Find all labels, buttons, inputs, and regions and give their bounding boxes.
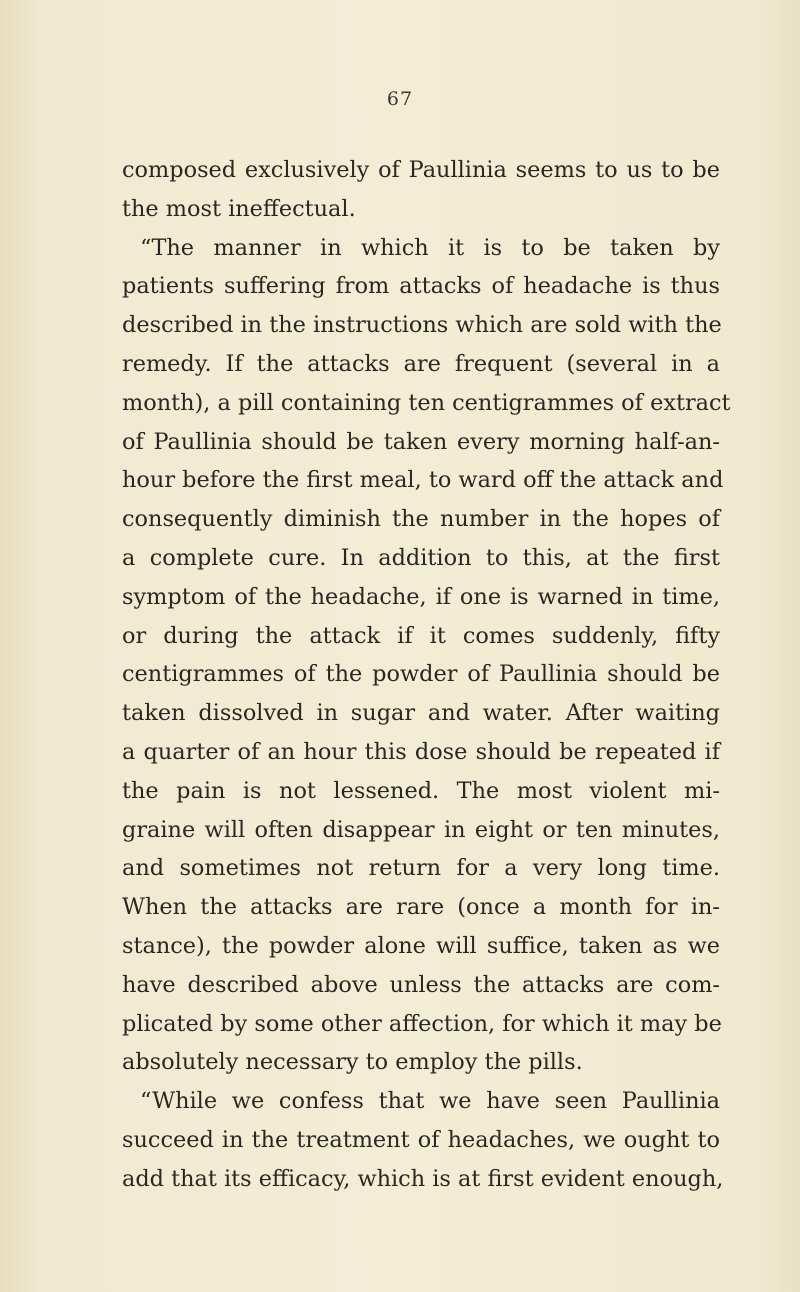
text-line: stance), the powder alone will suffice, taken as we [122, 932, 720, 959]
text-line: a quarter of an hour this dose should be repeated if [122, 738, 720, 765]
text-line: remedy. If the attacks are frequent (several in a [122, 350, 720, 377]
text-line: symptom of the headache, if one is warned in time, [122, 583, 720, 610]
text-line: succeed in the treatment of headaches, we ought to [122, 1126, 720, 1153]
text-line: When the attacks are rare (once a month for in- [122, 894, 720, 921]
text-line: add that its efficacy, which is at first evident enough, [122, 1165, 724, 1192]
text-line: of Paullinia should be taken every morning half-an- [122, 428, 720, 455]
text-line: plicated by some other affection, for which it may be [122, 1010, 722, 1037]
text-line: centigrammes of the powder of Paullinia should be [122, 661, 720, 688]
text-line: described in the instructions which are sold with the [122, 312, 722, 339]
text-line: “The manner in which it is to be taken by [140, 234, 720, 261]
text-line: and sometimes not return for a very long time. [122, 855, 720, 882]
text-line: absolutely necessary to employ the pills. [122, 1049, 583, 1076]
text-line: patients suffering from attacks of headache is thus [122, 273, 720, 300]
body-text [122, 151, 731, 1199]
text-line: or during the attack if it comes suddenly, fifty [122, 622, 720, 649]
text-line: the pain is not lessened. The most violent mi- [122, 777, 720, 804]
text-line: “While we confess that we have seen Paullinia [140, 1088, 720, 1115]
text-line: a complete cure. In addition to this, at the first [122, 544, 720, 571]
text-line: month), a pill containing ten centigrammes of extract [122, 389, 731, 416]
text-line: consequently diminish the number in the hopes of [122, 506, 720, 533]
text-line: composed exclusively of Paullinia seems to us to be [122, 157, 720, 183]
text-line: have described above unless the attacks are com- [122, 971, 720, 998]
page-number: 67 [386, 88, 414, 110]
text-line: the most ineffectual. [122, 195, 356, 222]
text-line: hour before the first meal, to ward off the attack and [122, 467, 724, 494]
text-line: graine will often disappear in eight or ten minutes, [122, 816, 720, 843]
text-line: taken dissolved in sugar and water. After waiting [122, 700, 720, 727]
